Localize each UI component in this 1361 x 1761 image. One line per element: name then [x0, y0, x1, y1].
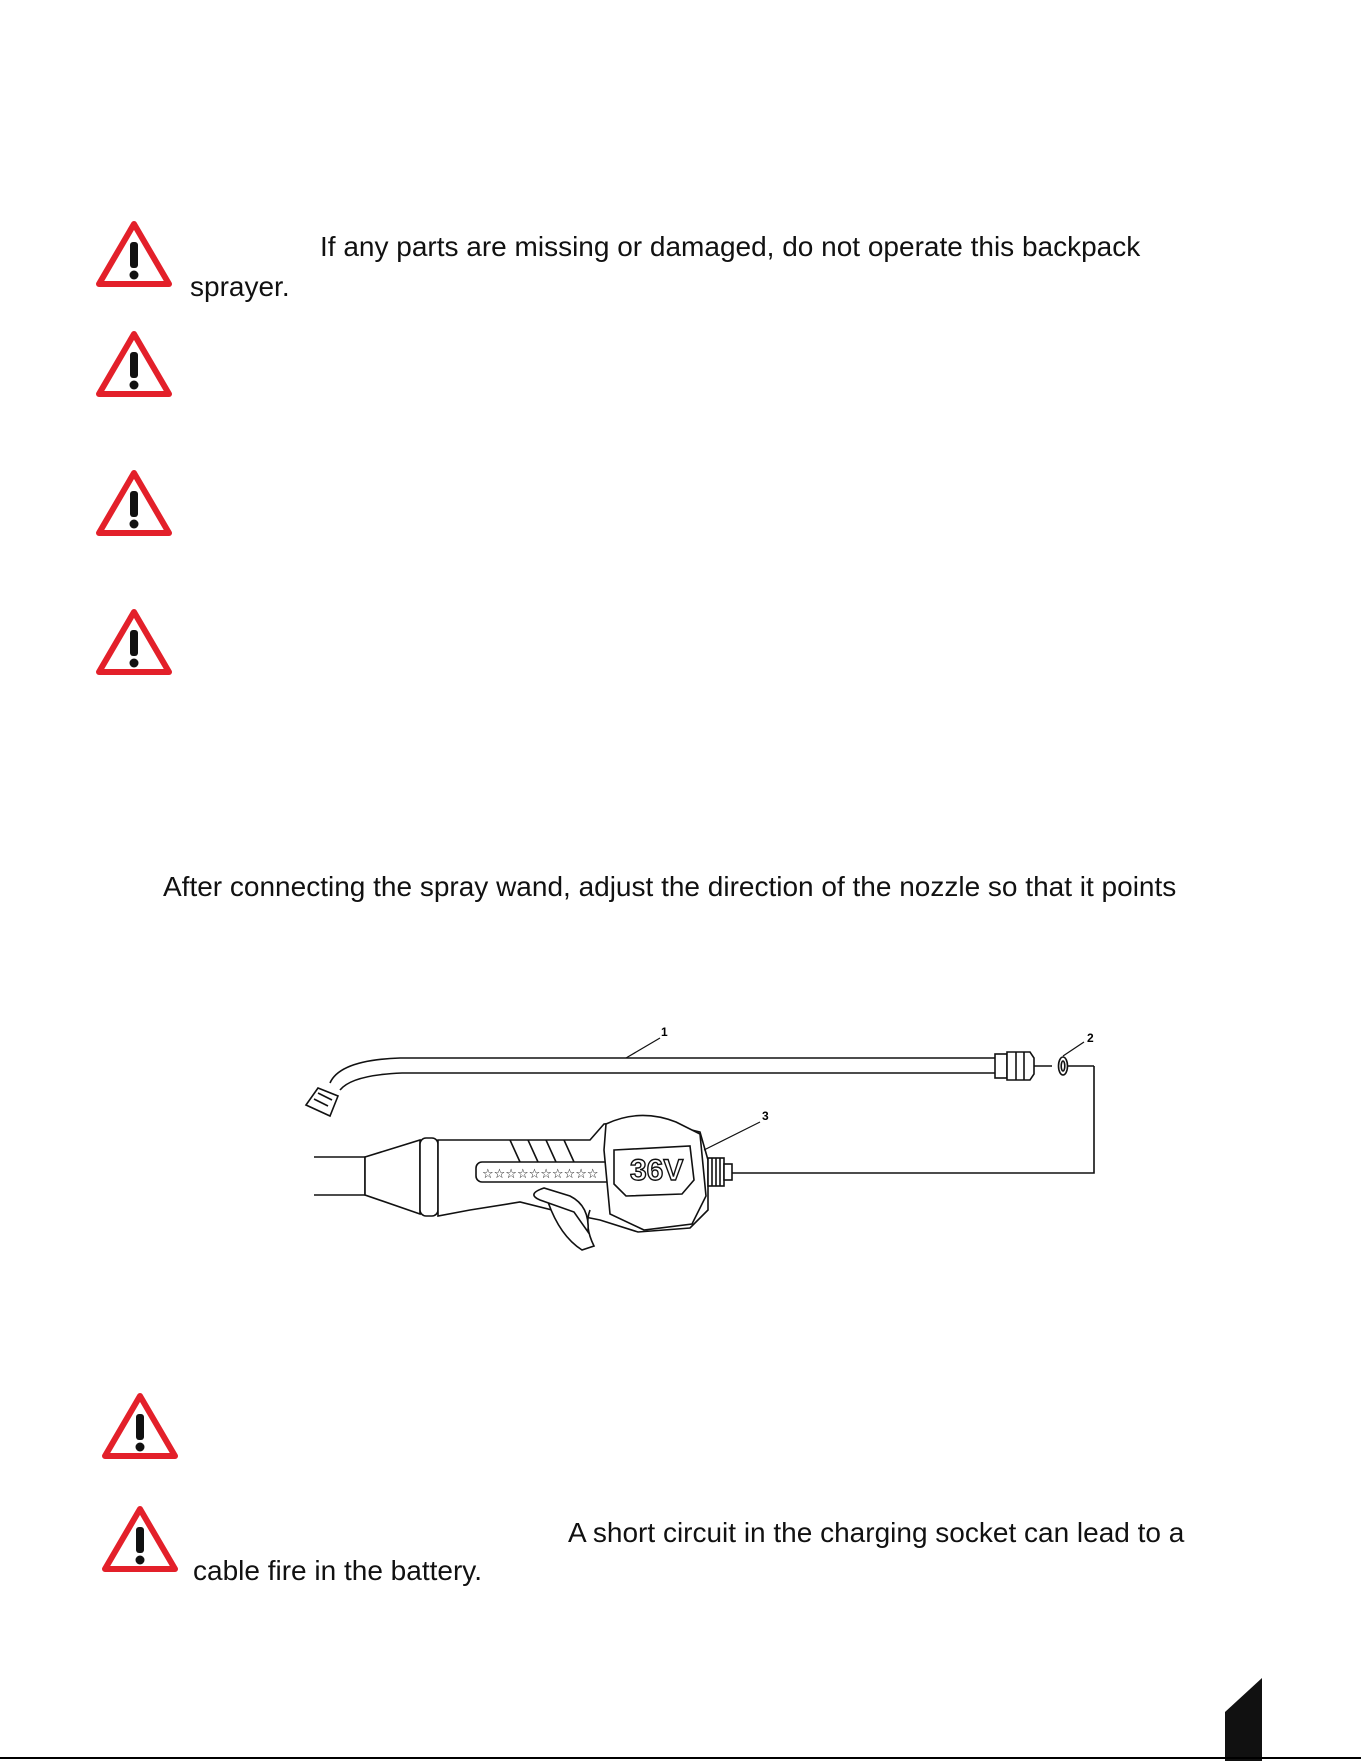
callout-3: 3 [762, 1109, 769, 1123]
warning-text-parts-missing: If any parts are missing or damaged, do not operate this backpack [320, 231, 1141, 262]
o-ring-part [732, 1057, 1094, 1173]
warning-text-parts-missing-cont: sprayer. [190, 271, 290, 302]
warning-text-short-circuit: A short circuit in the charging socket can lead to a [568, 1517, 1185, 1548]
footer-rule [0, 1757, 1361, 1759]
warning-triangle-icon [100, 1390, 180, 1460]
spray-wand-instruction: After connecting the spray wand, adjust the direction of the nozzle so that it points [163, 871, 1177, 902]
svg-text:☆☆☆☆☆☆☆☆☆☆: ☆☆☆☆☆☆☆☆☆☆ [482, 1167, 599, 1182]
warning-triangle-icon [100, 1503, 180, 1573]
callout-1: 1 [661, 1025, 668, 1039]
spray-wand-part [306, 1052, 1052, 1116]
handle-voltage-badge: 36V [630, 1154, 684, 1187]
warning-text-short-circuit-cont: cable fire in the battery. [193, 1555, 482, 1586]
page-corner-marker [1225, 1678, 1262, 1761]
callout-2: 2 [1087, 1031, 1094, 1045]
